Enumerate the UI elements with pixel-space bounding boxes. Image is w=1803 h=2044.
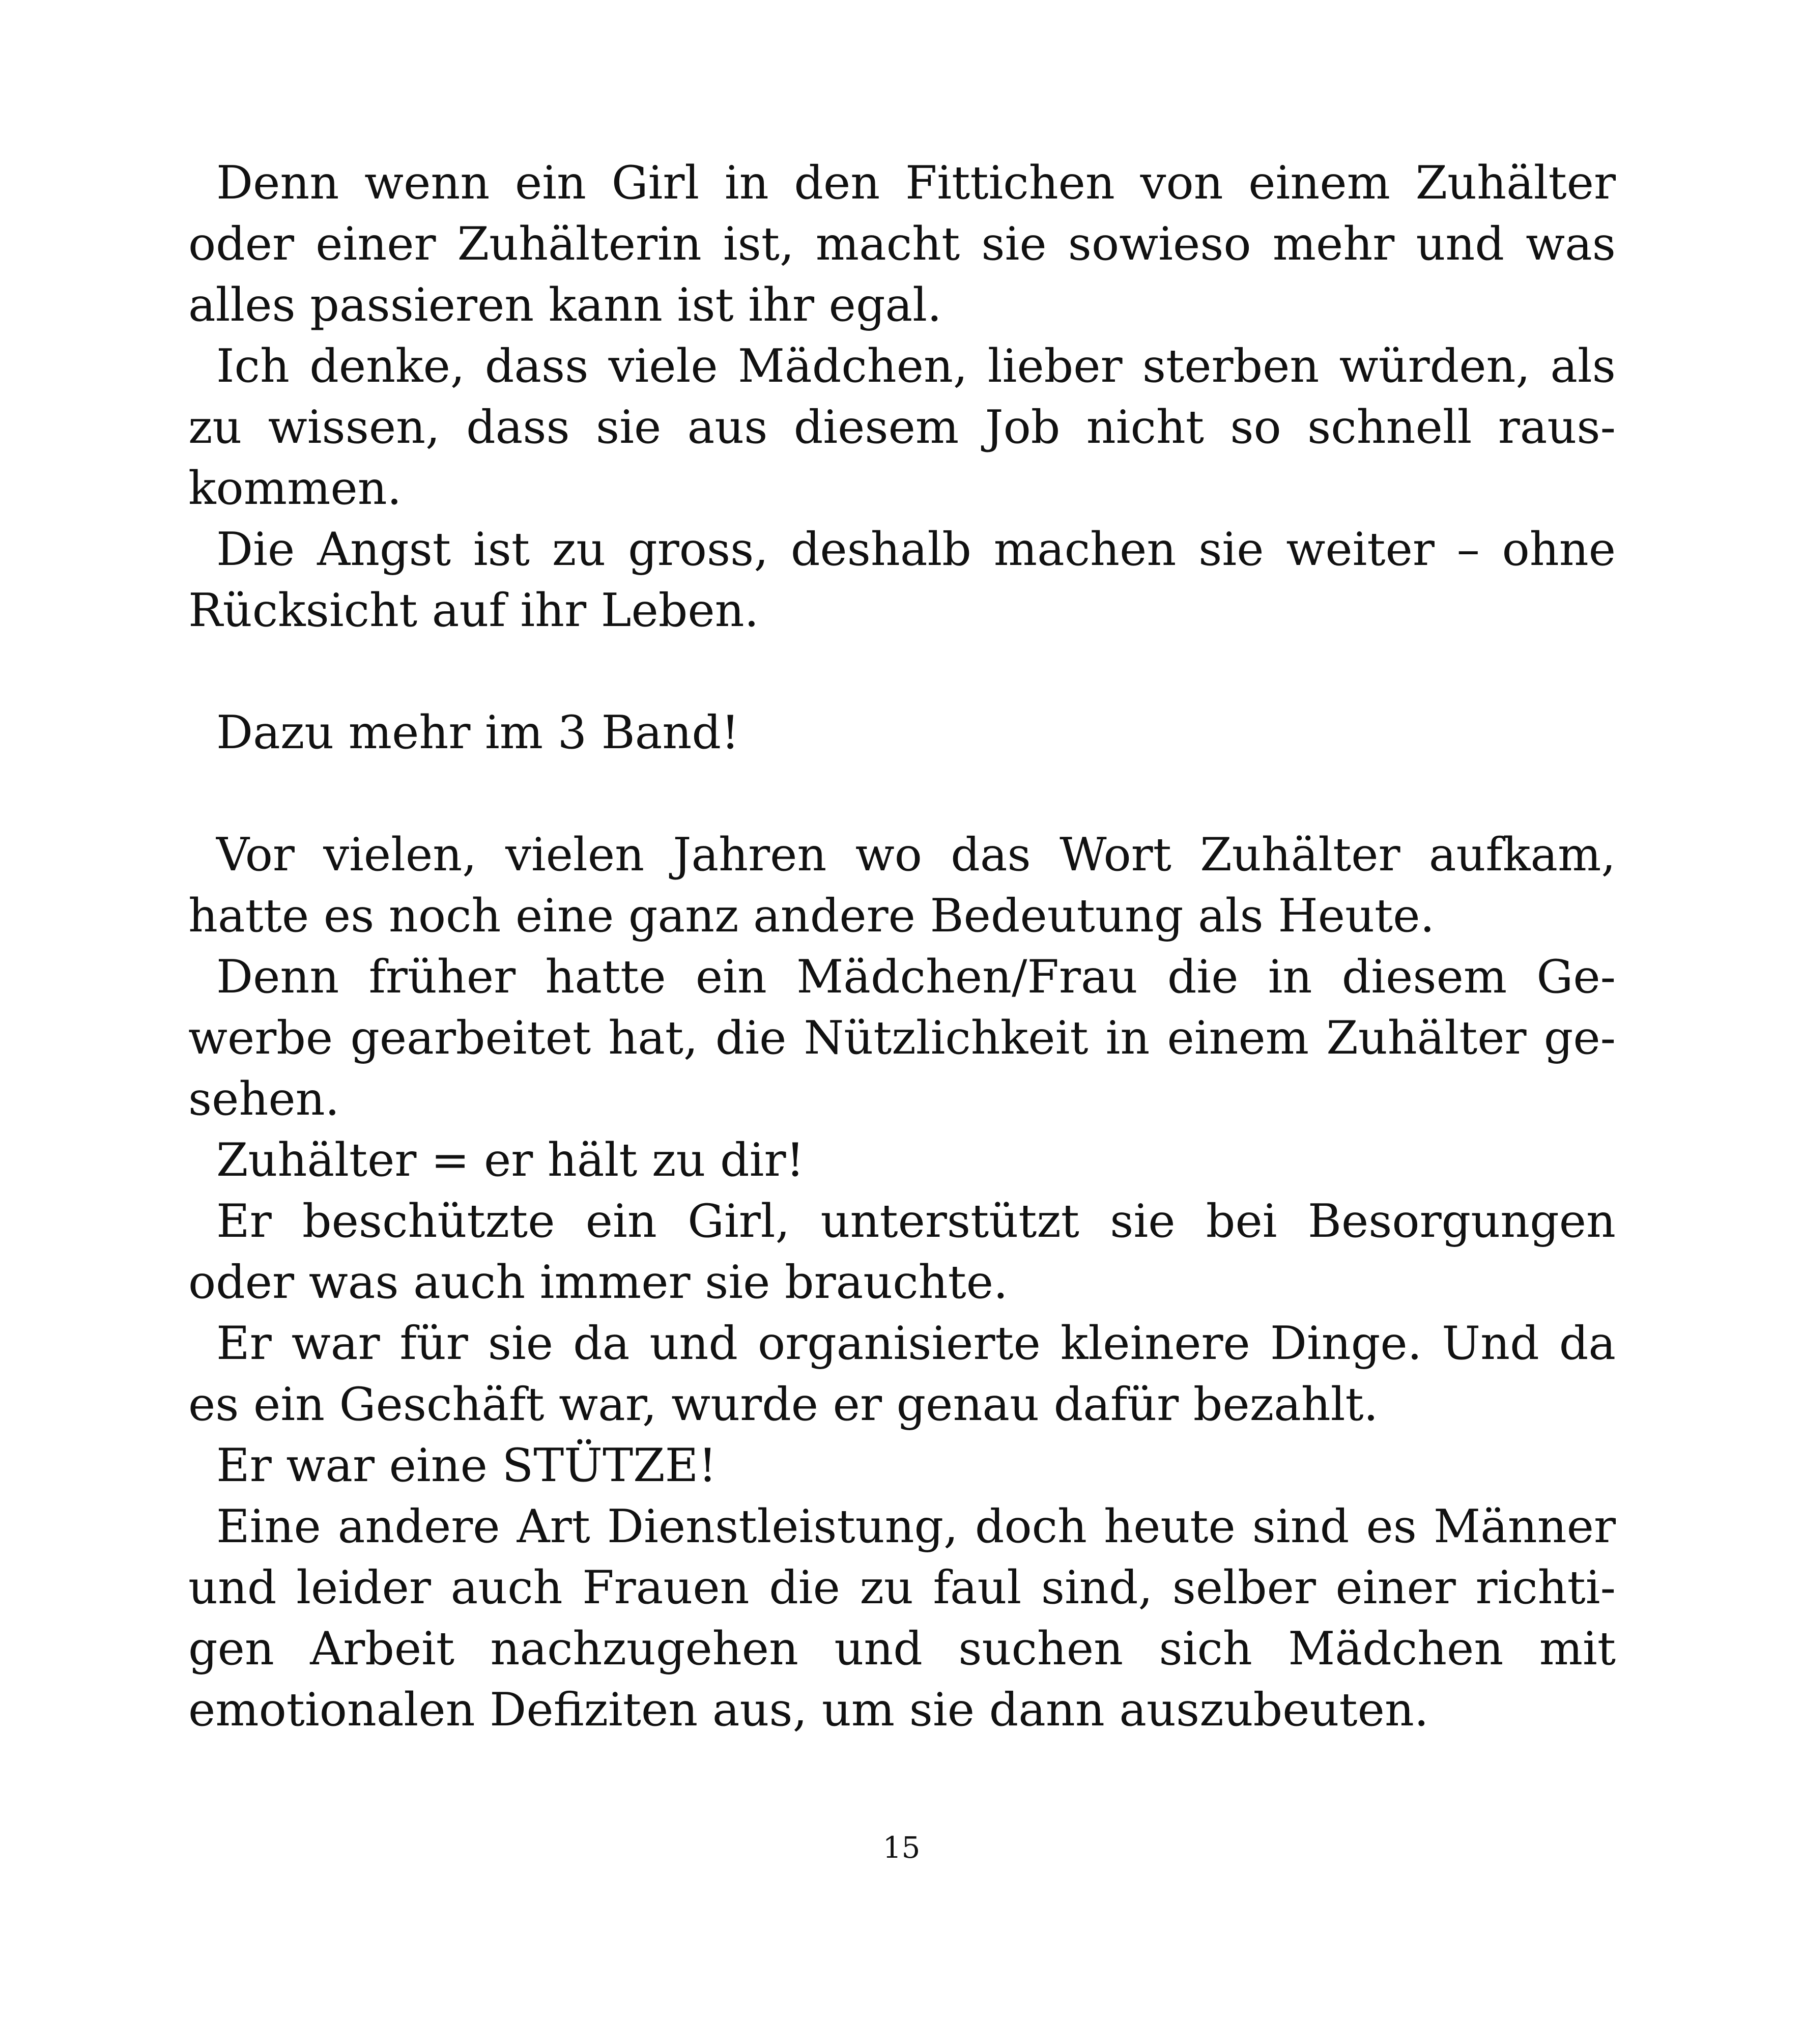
paragraph-3: Die Angst ist zu gross, deshalb machen sie weiter – ohne Rücksicht auf ihr Leben. bbox=[188, 523, 1616, 637]
page-number: 15 bbox=[882, 1830, 921, 1865]
paragraph-gap bbox=[188, 763, 1616, 825]
paragraph-2: Ich denke, dass viele Mädchen, lieber sterben würden, als zu wissen, dass sie aus diesem Job nicht so schnell raus-kommen. bbox=[188, 339, 1616, 515]
paragraph-6: Denn früher hatte ein Mädchen/Frau die in diesem Ge-werbe gearbeitet hat, die Nützlichkeit in einem Zuhälter ge-sehen. bbox=[188, 950, 1616, 1126]
body-text bbox=[188, 153, 1616, 1741]
paragraph-9: Er war für sie da und organisierte kleinere Dinge. Und da es ein Geschäft war, wurde er genau dafür bezahlt. bbox=[188, 1317, 1616, 1431]
paragraph-7: Zuhälter = er hält zu dir! bbox=[216, 1133, 805, 1187]
paragraph-5: Vor vielen, vielen Jahren wo das Wort Zuhälter aufkam, hatte es noch eine ganz andere Bedeutung als Heute. bbox=[188, 828, 1616, 943]
paragraph-10: Er war eine STÜTZE! bbox=[216, 1439, 717, 1492]
paragraph-4: Dazu mehr im 3 Band! bbox=[216, 706, 740, 759]
paragraph-1: Denn wenn ein Girl in den Fittichen von einem Zuhälter oder einer Zuhälterin ist, macht sie sowieso mehr und was alles passieren kann ist ihr egal. bbox=[188, 156, 1616, 332]
paragraph-gap bbox=[188, 641, 1616, 702]
paragraph-8: Er beschützte ein Girl, unterstützt sie bei Besorgungen oder was auch immer sie brauchte. bbox=[188, 1195, 1616, 1309]
paragraph-11: Eine andere Art Dienstleistung, doch heute sind es Männer und leider auch Frauen die zu faul sind, selber einer richti-gen Arbeit nachzugehen und suchen sich Mädchen mit emotionalen Defiziten aus, um sie dann auszubeuten. bbox=[188, 1500, 1616, 1737]
